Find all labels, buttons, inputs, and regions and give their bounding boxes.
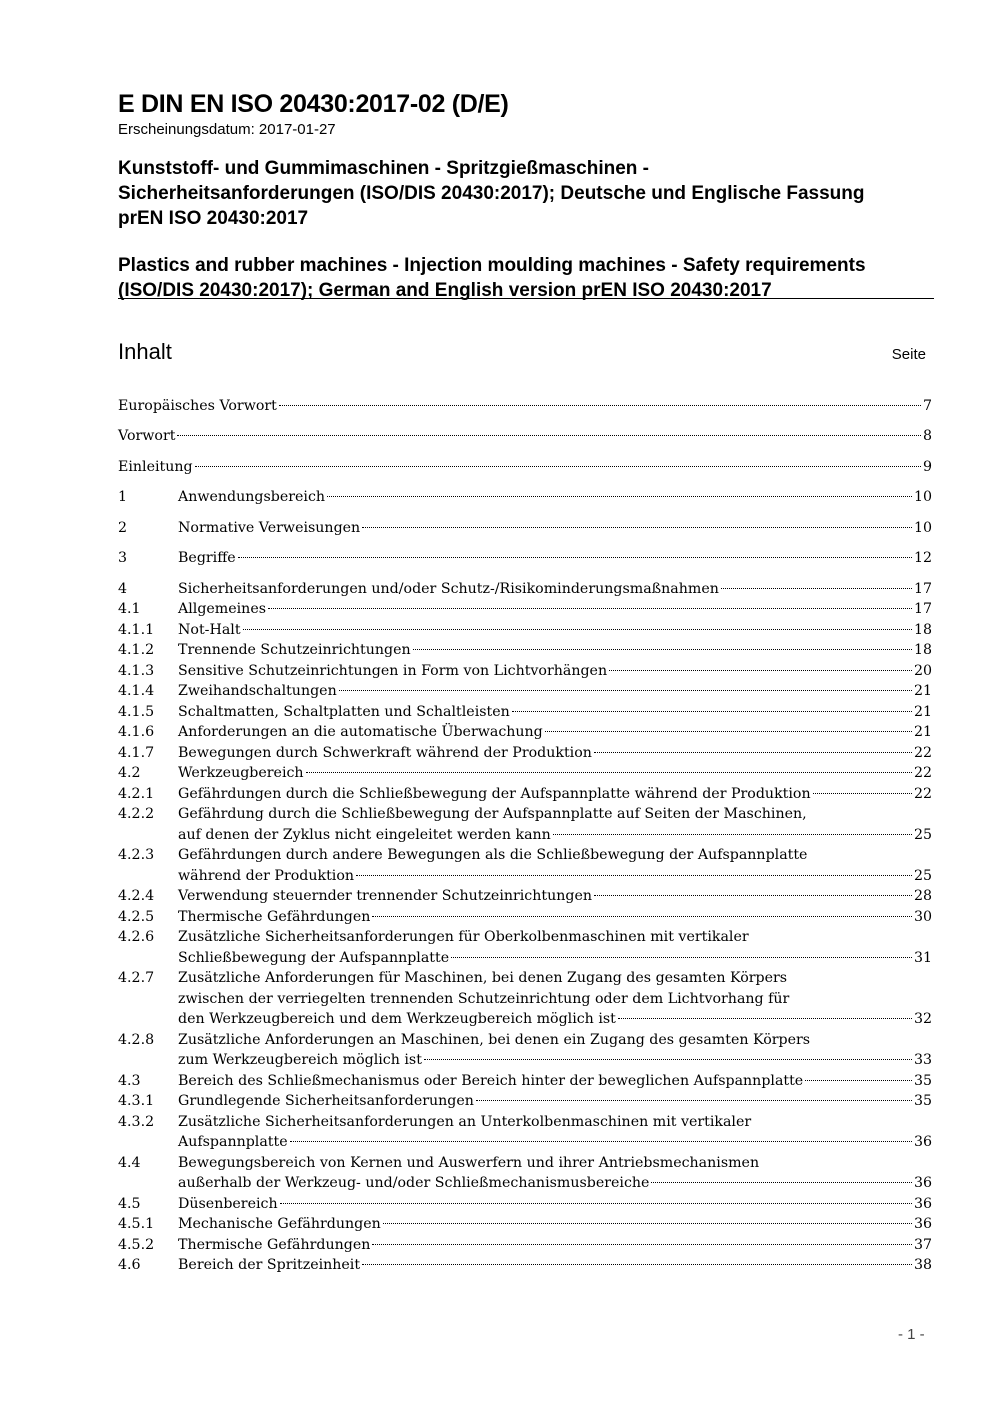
page-number: - 1 - [898,1326,925,1343]
toc-entry-number: 4.1 [118,601,141,617]
toc-entry[interactable] [118,1030,932,1071]
toc-entry-title-line: Zusätzliche Anforderungen für Maschinen, bei denen Zugang des gesamten Körpers [178,970,788,986]
toc-entry-number: 4.2.4 [118,888,155,904]
toc-entry-title-line: Sensitive Schutzeinrichtungen in Form von Lichtvorhängen [178,662,608,679]
toc-entry-title-line: Düsenbereich [178,1195,278,1212]
toc-entry[interactable] [118,743,932,764]
toc-dot-leader [651,1182,912,1183]
toc-dot-leader [306,772,912,773]
toc-entry-number: 1 [118,489,128,505]
toc-entry[interactable] [118,1112,932,1153]
toc-entry-number: 4.2.6 [118,929,155,945]
toc-entry-page: 21 [913,724,932,740]
toc-entry-title-line: zwischen der verriegelten trennenden Schutzeinrichtung oder dem Lichtvorhang für [178,990,790,1007]
toc-entry-number: 4.4 [118,1154,141,1171]
toc-entry[interactable] [118,681,932,702]
toc-dot-leader [594,895,912,896]
toc-entry-title-line: Werkzeugbereich [178,765,304,781]
toc-entry[interactable] [118,702,932,723]
toc-entry-page: 9 [922,459,932,475]
toc-entry-page: 21 [913,703,932,720]
toc-entry-number: 4.2 [118,765,141,781]
toc-entry-page: 36 [913,1195,932,1212]
toc-entry[interactable] [118,1091,932,1112]
header-divider [118,298,934,299]
toc-entry-page: 18 [913,621,932,638]
toc-entry[interactable] [118,845,932,886]
toc-entry-number: 4.3.2 [118,1113,155,1130]
toc-entry-title-line: außerhalb der Werkzeug- und/oder Schließmechanismusbereiche [178,1175,650,1191]
toc-entry-page: 36 [913,1216,932,1232]
toc-dot-leader [362,527,912,528]
toc-entry-page: 20 [913,662,932,679]
toc-entry-title-line: Zusätzliche Anforderungen an Maschinen, bei denen ein Zugang des gesamten Körpers [178,1031,811,1048]
toc-dot-leader [177,435,921,436]
toc-dot-leader [451,957,912,958]
toc-heading [118,338,926,366]
toc-entry-title-line: Gefährdung durch die Schließbewegung der Aufspannplatte auf Seiten der Maschinen, [178,806,807,822]
publication-date: Erscheinungsdatum: 2017-01-27 [118,121,336,138]
toc-dot-leader [553,834,912,835]
toc-dot-leader [618,1018,912,1019]
toc-entry-title-line: Vorwort [118,428,176,444]
toc-entry-page: 28 [913,888,932,904]
toc-entry[interactable] [118,1235,932,1256]
toc-dot-leader [372,1244,912,1245]
toc-entry[interactable] [118,640,932,661]
toc-entry-title-line: Zusätzliche Sicherheitsanforderungen für Oberkolbenmaschinen mit vertikaler [178,929,749,945]
toc-entry-title-line: Schließbewegung der Aufspannplatte [178,949,450,966]
toc-entry[interactable] [118,1071,932,1092]
toc-dot-leader [238,557,912,558]
toc-entry[interactable] [118,1153,932,1194]
title-english-line: (ISO/DIS 20430:2017); German and English version prEN ISO 20430:2017 [118,280,772,301]
toc-entry-number: 4 [118,581,128,597]
toc-entry-page: 36 [913,1175,932,1191]
toc-entry-title-line: Bewegungsbereich von Kernen und Auswerfern und ihrer Antriebsmechanismen [178,1154,760,1171]
toc-entry-page: 36 [913,1134,932,1150]
toc-dot-leader [339,690,912,691]
title-english-line: Plastics and rubber machines - Injection moulding machines - Safety requirements [118,255,866,276]
toc-dot-leader [195,466,921,467]
toc-dot-leader [280,1203,912,1204]
toc-entry-number: 4.2.7 [118,970,155,986]
toc-entry-number: 4.2.2 [118,806,155,822]
toc-dot-leader [383,1223,912,1224]
toc-entry-number: 4.1.3 [118,662,155,679]
toc-entry-number: 4.1.4 [118,683,155,699]
toc-entry[interactable] [118,1214,932,1235]
toc-entry[interactable] [118,599,932,620]
toc-dot-leader [268,608,912,609]
toc-entry-title-line: Normative Verweisungen [178,520,361,536]
toc-entry[interactable] [118,487,932,508]
document-header [118,88,934,303]
toc-entry-number: 4.2.8 [118,1031,155,1048]
toc-dot-leader [413,649,912,650]
toc-entry[interactable] [118,518,932,539]
toc-entry-page: 31 [913,949,932,966]
title-german-line: Kunststoff- und Gummimaschinen - Spritzgießmaschinen - [118,158,649,179]
toc-entry-number: 4.3 [118,1072,141,1089]
toc-entry-title-line: Not-Halt [178,621,241,638]
toc-entry-number: 2 [118,520,128,536]
toc-entry[interactable] [118,620,932,641]
toc-entry[interactable] [118,457,932,478]
toc-entry-title-line: Trennende Schutzeinrichtungen [178,642,411,658]
toc-dot-leader [813,793,912,794]
toc-entry-page: 37 [913,1236,932,1253]
toc-entry[interactable] [118,548,932,569]
title-english [118,253,934,303]
toc-dot-leader [279,405,921,406]
toc-page-column-label: Seite [891,346,926,363]
toc-entry-title-line: zum Werkzeugbereich möglich ist [178,1052,422,1068]
toc-dot-leader [362,1264,912,1265]
toc-entry[interactable] [118,722,932,743]
toc-entry[interactable] [118,1194,932,1215]
toc-entry-page: 38 [913,1257,932,1273]
toc-entry-title-line: Begriffe [178,550,236,566]
toc-entry[interactable] [118,907,932,928]
toc-dot-leader [721,588,912,589]
toc-entry-page: 22 [913,744,932,761]
toc-entry-title-line: Sicherheitsanforderungen und/oder Schutz-/Risikominderungsmaßnahmen [178,581,719,597]
toc-entry-page: 22 [913,785,932,802]
toc-dot-leader [476,1100,912,1101]
toc-dot-leader [512,711,912,712]
toc-entry-title-line: Verwendung steuernder trennender Schutzeinrichtungen [178,888,592,904]
toc-entry-page: 18 [913,642,932,658]
toc-entry[interactable] [118,763,932,784]
toc-entry-title-line: Grundlegende Sicherheitsanforderungen [178,1093,474,1109]
toc-entry-page: 10 [913,489,932,505]
toc-entry-page: 17 [913,601,932,617]
toc-entry-title-line: Aufspannplatte [178,1134,288,1150]
title-german-line: prEN ISO 20430:2017 [118,208,309,229]
toc-entry-title-line: Gefährdungen durch andere Bewegungen als die Schließbewegung der Aufspannplatte [178,847,808,863]
title-german [118,156,934,231]
toc-entry-title-line: Zusätzliche Sicherheitsanforderungen an Unterkolbenmaschinen mit vertikaler [178,1113,752,1130]
toc-dot-leader [290,1141,912,1142]
toc-entry-page: 12 [913,550,932,566]
toc-entry-title-line: Allgemeines [178,601,266,617]
document-id: E DIN EN ISO 20430:2017-02 (D/E) [118,90,509,118]
toc-entry-page: 21 [913,683,932,699]
toc-entry-page: 35 [913,1093,932,1109]
toc-dot-leader [424,1059,912,1060]
toc-entry-page: 32 [913,1011,932,1027]
toc-entry-title-line: Schaltmatten, Schaltplatten und Schaltleisten [178,703,510,720]
toc-dot-leader [243,629,912,630]
toc-entry-number: 4.5.2 [118,1236,155,1253]
toc-entry-page: 33 [913,1052,932,1068]
toc-entry-title-line: Bereich der Spritzeinheit [178,1257,361,1273]
title-german-line: Sicherheitsanforderungen (ISO/DIS 20430:2017); Deutsche und Englische Fassung [118,183,865,204]
toc-title: Inhalt [118,339,172,364]
toc-entry-number: 4.2.3 [118,847,155,863]
toc-entry-title-line: Thermische Gefährdungen [178,908,371,925]
toc-entry[interactable] [118,396,932,417]
toc-entry-number: 4.1.5 [118,703,155,720]
toc-entry-title-line: Bewegungen durch Schwerkraft während der Produktion [178,744,592,761]
toc-entry-title-line: Einleitung [118,459,193,475]
toc-dot-leader [545,731,912,732]
toc-entry-title-line: den Werkzeugbereich und dem Werkzeugbereich möglich ist [178,1011,616,1027]
toc-entry-number: 4.1.1 [118,621,155,638]
toc-entry-page: 7 [922,398,932,414]
toc-entry-page: 25 [913,867,932,884]
toc-entry-title-line: Mechanische Gefährdungen [178,1216,381,1232]
toc-dot-leader [594,752,912,753]
toc-entry-number: 4.5 [118,1195,141,1212]
toc-dot-leader [805,1080,912,1081]
toc-entry-title-line: Gefährdungen durch die Schließbewegung der Aufspannplatte während der Produktion [178,785,811,802]
toc-entry-number: 4.6 [118,1257,141,1273]
toc-entry[interactable] [118,1255,932,1276]
toc-entry-number: 4.1.2 [118,642,155,658]
toc-entry-number: 4.1.7 [118,744,155,761]
toc-entry-page: 8 [922,428,932,444]
toc-dot-leader [609,670,912,671]
toc-entry-number: 4.5.1 [118,1216,155,1232]
toc-dot-leader [327,496,912,497]
toc-entry-number: 4.3.1 [118,1093,155,1109]
toc-entry-title-line: auf denen der Zyklus nicht eingeleitet werden kann [178,826,551,843]
toc-entry-page: 17 [913,581,932,597]
toc-entry[interactable] [118,886,932,907]
toc-entry-page: 22 [913,765,932,781]
toc-entry[interactable] [118,661,932,682]
toc-entry[interactable] [118,968,932,1030]
toc-entry-title-line: Thermische Gefährdungen [178,1236,371,1253]
toc-entry-title-line: Bereich des Schließmechanismus oder Bereich hinter der beweglichen Aufspannplatte [178,1072,804,1089]
toc-entry-title-line: während der Produktion [178,867,355,884]
toc-entry[interactable] [118,784,932,805]
toc-entry[interactable] [118,426,932,447]
toc-entry-title-line: Europäisches Vorwort [118,398,277,414]
toc-entry-number: 3 [118,550,128,566]
toc-entry[interactable] [118,579,932,600]
toc-entry-page: 25 [913,826,932,843]
toc-entry-number: 4.2.5 [118,908,155,925]
toc-entry-number: 4.2.1 [118,785,155,802]
toc-entry-title-line: Zweihandschaltungen [178,683,337,699]
toc-entry-page: 10 [913,520,932,536]
toc-entry-number: 4.1.6 [118,724,155,740]
toc-entry-title-line: Anwendungsbereich [178,489,326,505]
toc-dot-leader [356,875,912,876]
toc-entry-page: 35 [913,1072,932,1089]
toc-entry[interactable] [118,927,932,968]
toc-entry[interactable] [118,804,932,845]
toc-dot-leader [372,916,912,917]
toc-entry-title-line: Anforderungen an die automatische Überwachung [178,724,543,740]
toc-entry-page: 30 [913,908,932,925]
